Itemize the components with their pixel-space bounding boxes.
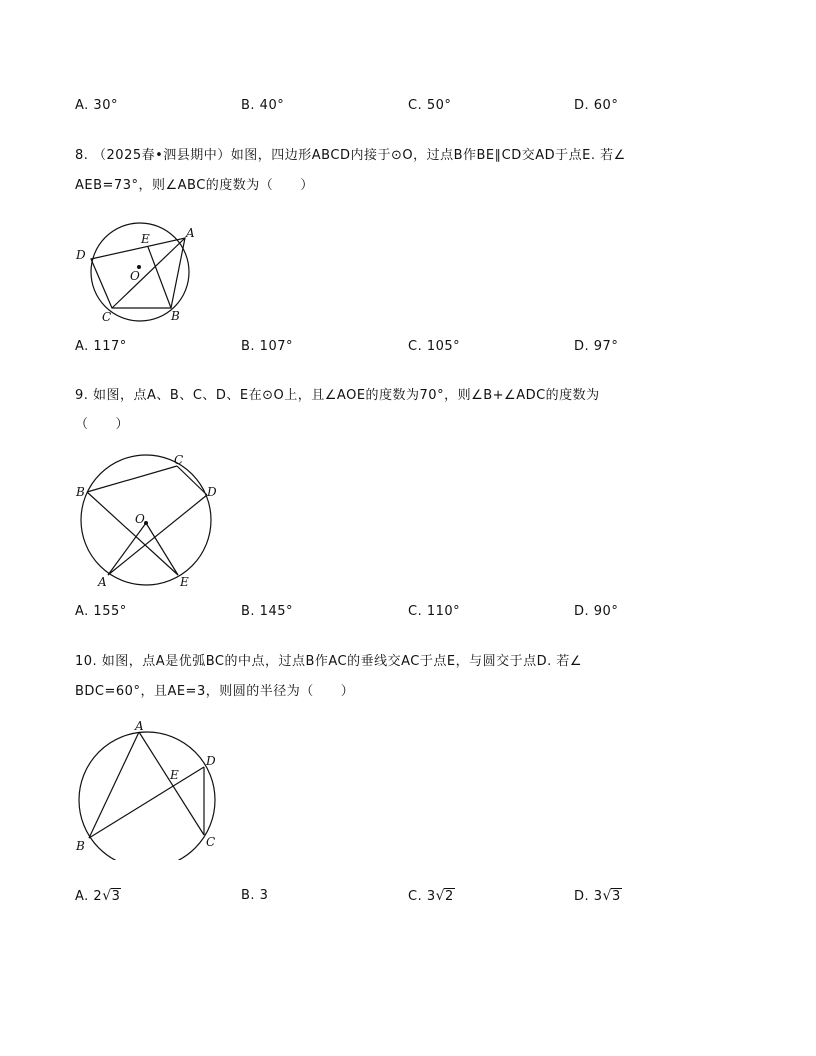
q7-option-d: D. 60°: [574, 98, 619, 113]
q10-figure: [70, 718, 230, 860]
q9-stem-line2: （ ）: [75, 417, 130, 432]
q9-label-d: D: [207, 485, 217, 499]
q10-label-c: C: [206, 835, 216, 849]
q8-segment-be: [148, 247, 171, 308]
q9-label-o: O: [135, 512, 145, 526]
q10-label-e: E: [170, 768, 179, 782]
q10-stem-line2: BDC=60°，且AE=3，则圆的半径为（ ）: [75, 684, 355, 699]
q8-option-c: C. 105°: [408, 339, 461, 354]
q9-label-b: B: [76, 485, 85, 499]
q8-label-d: D: [76, 248, 86, 262]
q8-label-e: E: [141, 232, 150, 246]
q10-label-b: B: [76, 839, 85, 853]
q10-option-d: [574, 888, 622, 904]
q8-label-c: C: [102, 310, 112, 324]
q8-label-o: O: [130, 269, 140, 283]
q9-chord-cd: [177, 466, 207, 495]
q7-option-a: A. 30°: [75, 98, 118, 113]
q10-option-a-radical: √3: [102, 888, 121, 904]
q8-circle-o: [91, 223, 189, 321]
q10-option-c: [408, 888, 455, 904]
q10-option-a-prefix: A. 2: [75, 889, 103, 904]
q9-chord-da: [108, 495, 207, 575]
q7-option-b: B. 40°: [241, 98, 285, 113]
q10-options: [75, 888, 715, 906]
q9-figure: [70, 450, 230, 592]
q10-chord-ac: [139, 732, 204, 835]
q9-option-c: C. 110°: [408, 604, 461, 619]
q10-circle: [79, 732, 215, 860]
q8-option-d: D. 97°: [574, 339, 619, 354]
q10-stem-line1: 10. 如图，点A是优弧BC的中点，过点B作AC的垂线交AC于点E，与圆交于点D. 若∠: [75, 654, 583, 669]
q10-option-a-radicand: 3: [111, 889, 121, 904]
q10-option-c-radical: √2: [435, 888, 454, 904]
q10-option-c-prefix: C. 3: [408, 889, 436, 904]
q9-chord-be: [87, 492, 178, 575]
q10-option-d-prefix: D. 3: [574, 889, 603, 904]
q8-label-b: B: [171, 309, 180, 323]
q8-stem-line1: 8. （2025春•泗县期中）如图，四边形ABCD内接于⊙O，过点B作BE∥CD交AD于点E. 若∠: [75, 148, 626, 163]
q8-figure: [70, 222, 200, 326]
q8-stem-line2: AEB=73°，则∠ABC的度数为（ ）: [75, 178, 314, 193]
q10-option-a: [75, 888, 121, 904]
q8-label-a: A: [186, 226, 195, 240]
q8-option-a: A. 117°: [75, 339, 127, 354]
q9-label-a: A: [98, 575, 107, 589]
q9-chord-bc: [87, 466, 177, 492]
q8-option-b: B. 107°: [241, 339, 293, 354]
q10-option-c-radicand: 2: [445, 889, 454, 904]
q10-option-d-radicand: 3: [611, 889, 621, 904]
q8-options: [75, 339, 715, 357]
q9-option-d: D. 90°: [574, 604, 619, 619]
q9-label-c: C: [174, 453, 184, 467]
q9-option-b: B. 145°: [241, 604, 293, 619]
q10-label-a: A: [135, 719, 144, 733]
q9-option-a: A. 155°: [75, 604, 127, 619]
q10-label-d: D: [206, 754, 216, 768]
q7-option-c: C. 50°: [408, 98, 452, 113]
q10-option-d-radical: √3: [602, 888, 621, 904]
q7-options: [75, 98, 715, 116]
q9-options: [75, 604, 715, 622]
q9-label-e: E: [180, 575, 189, 589]
q9-stem-line1: 9. 如图，点A、B、C、D、E在⊙O上，且∠AOE的度数为70°，则∠B+∠ADC的度数为: [75, 388, 600, 403]
q10-option-b: B. 3: [241, 888, 269, 903]
